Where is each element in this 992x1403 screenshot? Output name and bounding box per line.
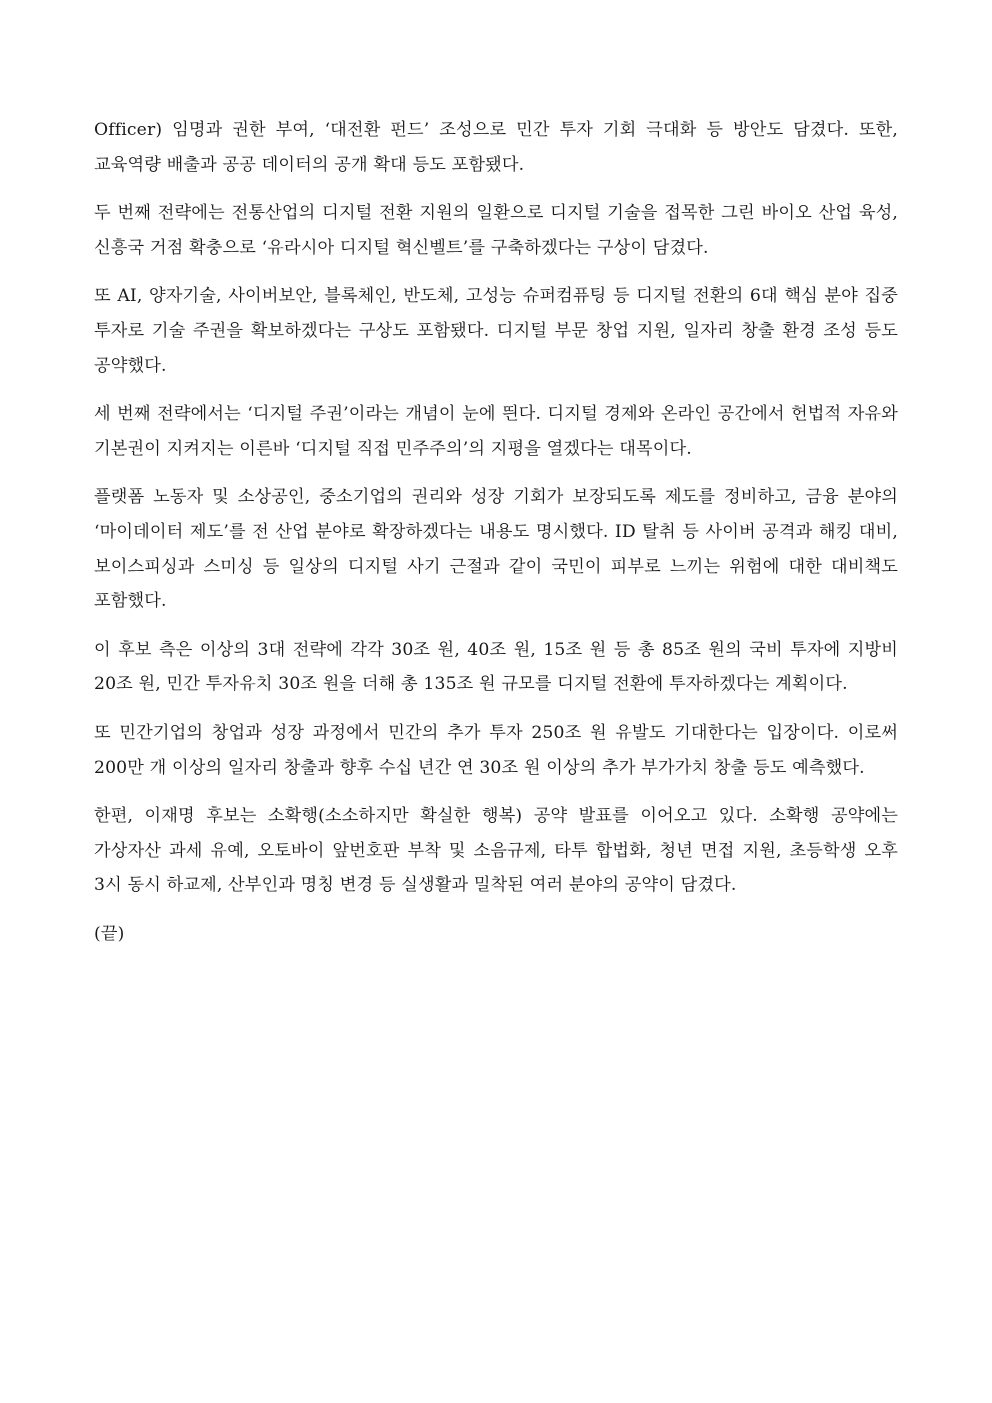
- paragraph-8: 한편, 이재명 후보는 소확행(소소하지만 확실한 행복) 공약 발표를 이어오고 있다. 소확행 공약에는 가상자산 과세 유예, 오토바이 앞번호판 부착 및 소음규제, 타투 합법화, 청년 면접 지원, 초등학생 오후 3시 동시 하교제, 산부인과 명칭 변경 등 실생활과 밀착된 여러 분야의 공약이 담겼다.: [94, 806, 898, 896]
- paragraph-6: 이 후보 측은 이상의 3대 전략에 각각 30조 원, 40조 원, 15조 원 등 총 85조 원의 국비 투자에 지방비 20조 원, 민간 투자유치 30조 원을 더해 총 135조 원 규모를 디지털 전환에 투자하겠다는 계획이다.: [94, 639, 898, 695]
- paragraph-1: Officer) 임명과 권한 부여, ‘대전환 펀드’ 조성으로 민간 투자 기회 극대화 등 방안도 담겼다. 또한, 교육역량 배출과 공공 데이터의 공개 확대 등도 포함됐다.: [94, 120, 898, 175]
- paragraph-4: 세 번째 전략에서는 ‘디지털 주권’이라는 개념이 눈에 띈다. 디지털 경제와 온라인 공간에서 헌법적 자유와 기본권이 지켜지는 이른바 ‘디지털 직접 민주주의’의 지평을 열겠다는 대목이다.: [94, 404, 898, 459]
- end-mark: (끝): [94, 923, 125, 944]
- paragraph-5: 플랫폼 노동자 및 소상공인, 중소기업의 권리와 성장 기회가 보장되도록 제도를 정비하고, 금융 분야의 ‘마이데이터 제도’를 전 산업 분야로 확장하겠다는 내용도 명시했다. ID 탈취 등 사이버 공격과 해킹 대비, 보이스피싱과 스미싱 등 일상의 디지털 사기 근절과 같이 국민이 피부로 느끼는 위험에 대한 대비책도 포함했다.: [94, 487, 898, 612]
- paragraph-2: 두 번째 전략에는 전통산업의 디지털 전환 지원의 일환으로 디지털 기술을 접목한 그린 바이오 산업 육성, 신흥국 거점 확충으로 ‘유라시아 디지털 혁신벨트’를 구축하겠다는 구상이 담겼다.: [94, 203, 898, 258]
- article-body: [94, 113, 898, 951]
- paragraph-7: 또 민간기업의 창업과 성장 과정에서 민간의 추가 투자 250조 원 유발도 기대한다는 입장이다. 이로써 200만 개 이상의 일자리 창출과 향후 수십 년간 연 30조 원 이상의 추가 부가가치 창출 등도 예측했다.: [94, 722, 898, 778]
- paragraph-3: 또 AI, 양자기술, 사이버보안, 블록체인, 반도체, 고성능 슈퍼컴퓨팅 등 디지털 전환의 6대 핵심 분야 집중 투자로 기술 주권을 확보하겠다는 구상도 포함됐다. 디지털 부문 창업 지원, 일자리 창출 환경 조성 등도 공약했다.: [94, 286, 898, 376]
